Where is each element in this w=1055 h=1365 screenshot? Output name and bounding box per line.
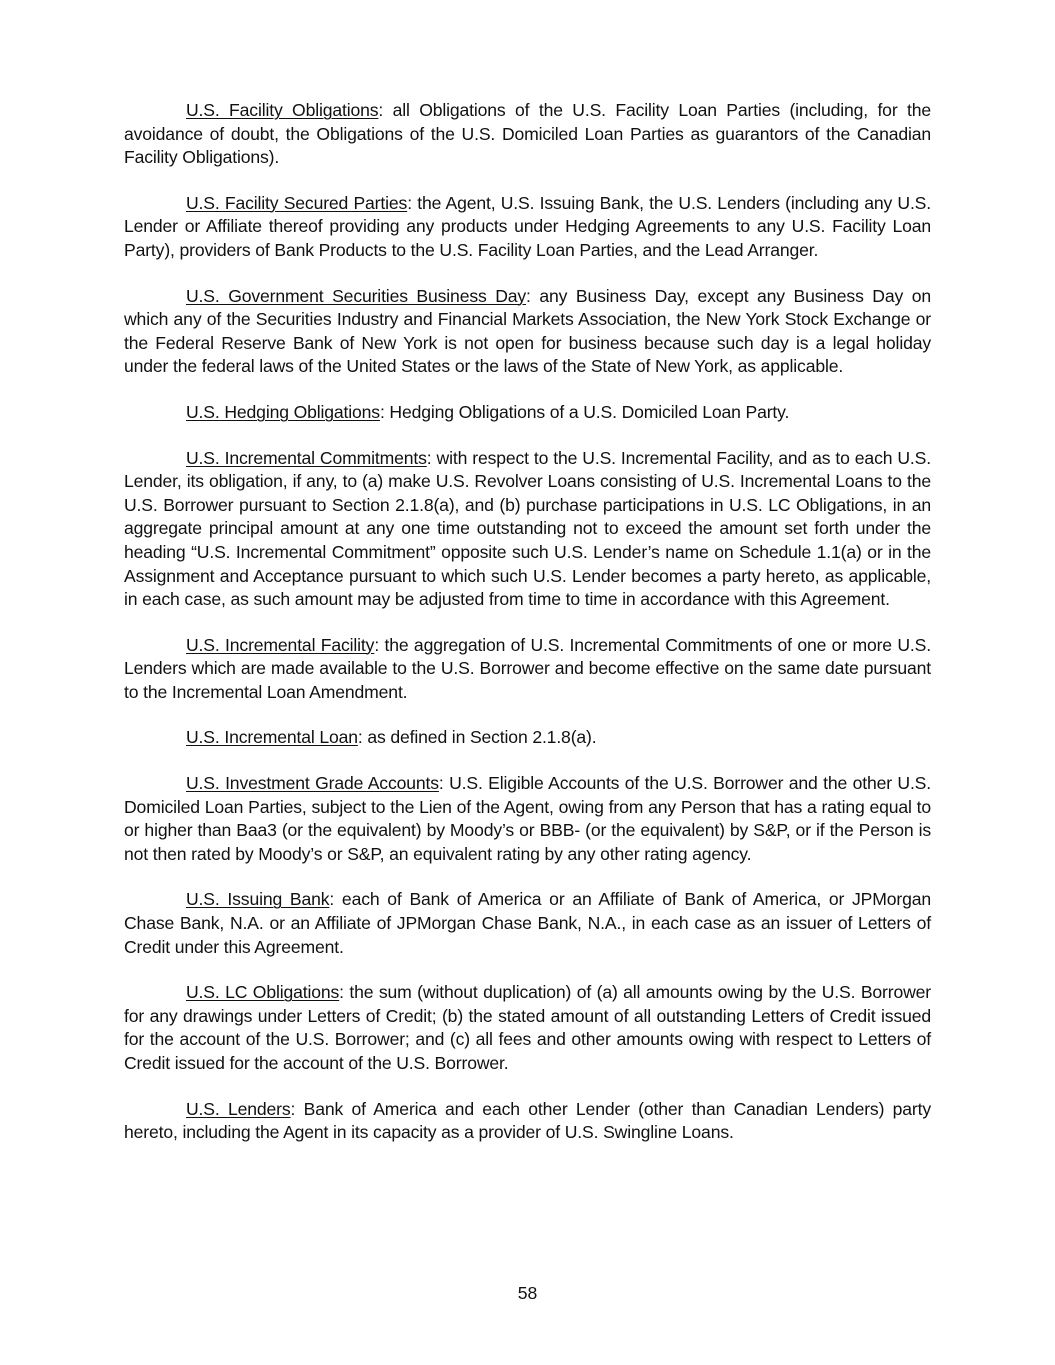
definition-paragraph [124,772,931,866]
definition-paragraph [124,401,931,425]
definition-text: : U.S. Eligible Accounts of the U.S. Borrower and the other U.S. Domiciled Loan Parties, subject to the Lien of the Agent, owing from any Person that has a rating equal to or higher than Baa3 (or the equivalent) by Moody’s or BBB- (or the equivalent) by S&P, or if the Person is not then rated by Moody’s or S&P, an equivalent rating by any other rating agency. [124,773,932,864]
defined-term: U.S. Lenders [186,1098,291,1119]
definition-text: : Hedging Obligations of a U.S. Domiciled Loan Party. [379,401,790,422]
definition-text: : with respect to the U.S. Incremental Facility, and as to each U.S. Lender, its obligation, if any, to (a) make U.S. Revolver Loans consisting of U.S. Incremental Loans to the U.S. Borrower pursuant to Section 2.1.8(a), and (b) purchase participations in U.S. LC Obligations, in an aggregate principal amount at any one time outstanding not to exceed the amount set forth under the heading “U.S. Incremental Commitment” opposite such U.S. Lender’s name on Schedule 1.1(a) or in the Assignment and Acceptance pursuant to which such U.S. Lender becomes a party hereto, as applicable, in each case, as such amount may be adjusted from time to time in accordance with this Agreement. [124,447,931,610]
definition-paragraph [124,634,931,705]
definition-text: : all Obligations of the U.S. Facility Loan Parties (including, for the avoidance of doubt, the Obligations of the U.S. Domiciled Loan Parties as guarantors of the Canadian Facility Obligations). [124,100,931,168]
definition-paragraph [124,726,931,750]
definition-paragraph [124,981,931,1075]
definition-paragraph [124,192,931,263]
definition-paragraph [124,285,931,379]
definition-text: : the Agent, U.S. Issuing Bank, the U.S. Lenders (including any U.S. Lender or Affiliate thereof providing any products under Hedging Agreements to any U.S. Facility Loan Party), providers of Bank Products to the U.S. Facility Loan Parties, and the Lead Arranger. [124,192,932,260]
defined-term: U.S. Facility Secured Parties [186,192,408,213]
defined-term: U.S. Incremental Commitments [186,447,427,468]
defined-term: U.S. Incremental Loan [186,727,358,748]
defined-term: U.S. Investment Grade Accounts [186,773,439,794]
defined-term: U.S. Government Securities Business Day [186,285,527,306]
defined-term: U.S. Facility Obligations [186,100,379,120]
definition-text: : the aggregation of U.S. Incremental Commitments of one or more U.S. Lenders which are made available to the U.S. Borrower and become effective on the same date pursuant to the Incremental Loan Amendment. [124,634,931,702]
definition-paragraph [124,888,931,959]
defined-term: U.S. Incremental Facility [186,634,375,655]
definition-paragraph [124,99,931,170]
definition-text: : Bank of America and each other Lender (other than Canadian Lenders) party hereto, including the Agent in its capacity as a provider of U.S. Swingline Loans. [124,1098,932,1143]
document-page [124,99,931,1167]
page-number: 58 [517,1283,538,1303]
defined-term: U.S. Hedging Obligations [186,401,380,422]
definition-text: : each of Bank of America or an Affiliate of Bank of America, or JPMorgan Chase Bank, N.A. or an Affiliate of JPMorgan Chase Bank, N.A., in each case as an issuer of Letters of Credit under this Agreement. [124,889,931,957]
definition-paragraph [124,1098,931,1145]
defined-term: U.S. Issuing Bank [186,889,330,910]
defined-term: U.S. LC Obligations [186,982,340,1003]
definition-text: : as defined in Section 2.1.8(a). [357,727,597,748]
definition-text: : any Business Day, except any Business Day on which any of the Securities Industry and Financial Markets Association, the New York Stock Exchange or the Federal Reserve Bank of New York is not open for business because such day is a legal holiday under the federal laws of the United States or the laws of the State of New York, as applicable. [124,285,931,377]
definition-text: : the sum (without duplication) of (a) all amounts owing by the U.S. Borrower for any drawings under Letters of Credit; (b) the stated amount of all outstanding Letters of Credit issued for the account of the U.S. Borrower; and (c) all fees and other amounts owing with respect to Letters of Credit issued for the account of the U.S. Borrower. [124,982,931,1073]
definition-paragraph [124,447,931,612]
